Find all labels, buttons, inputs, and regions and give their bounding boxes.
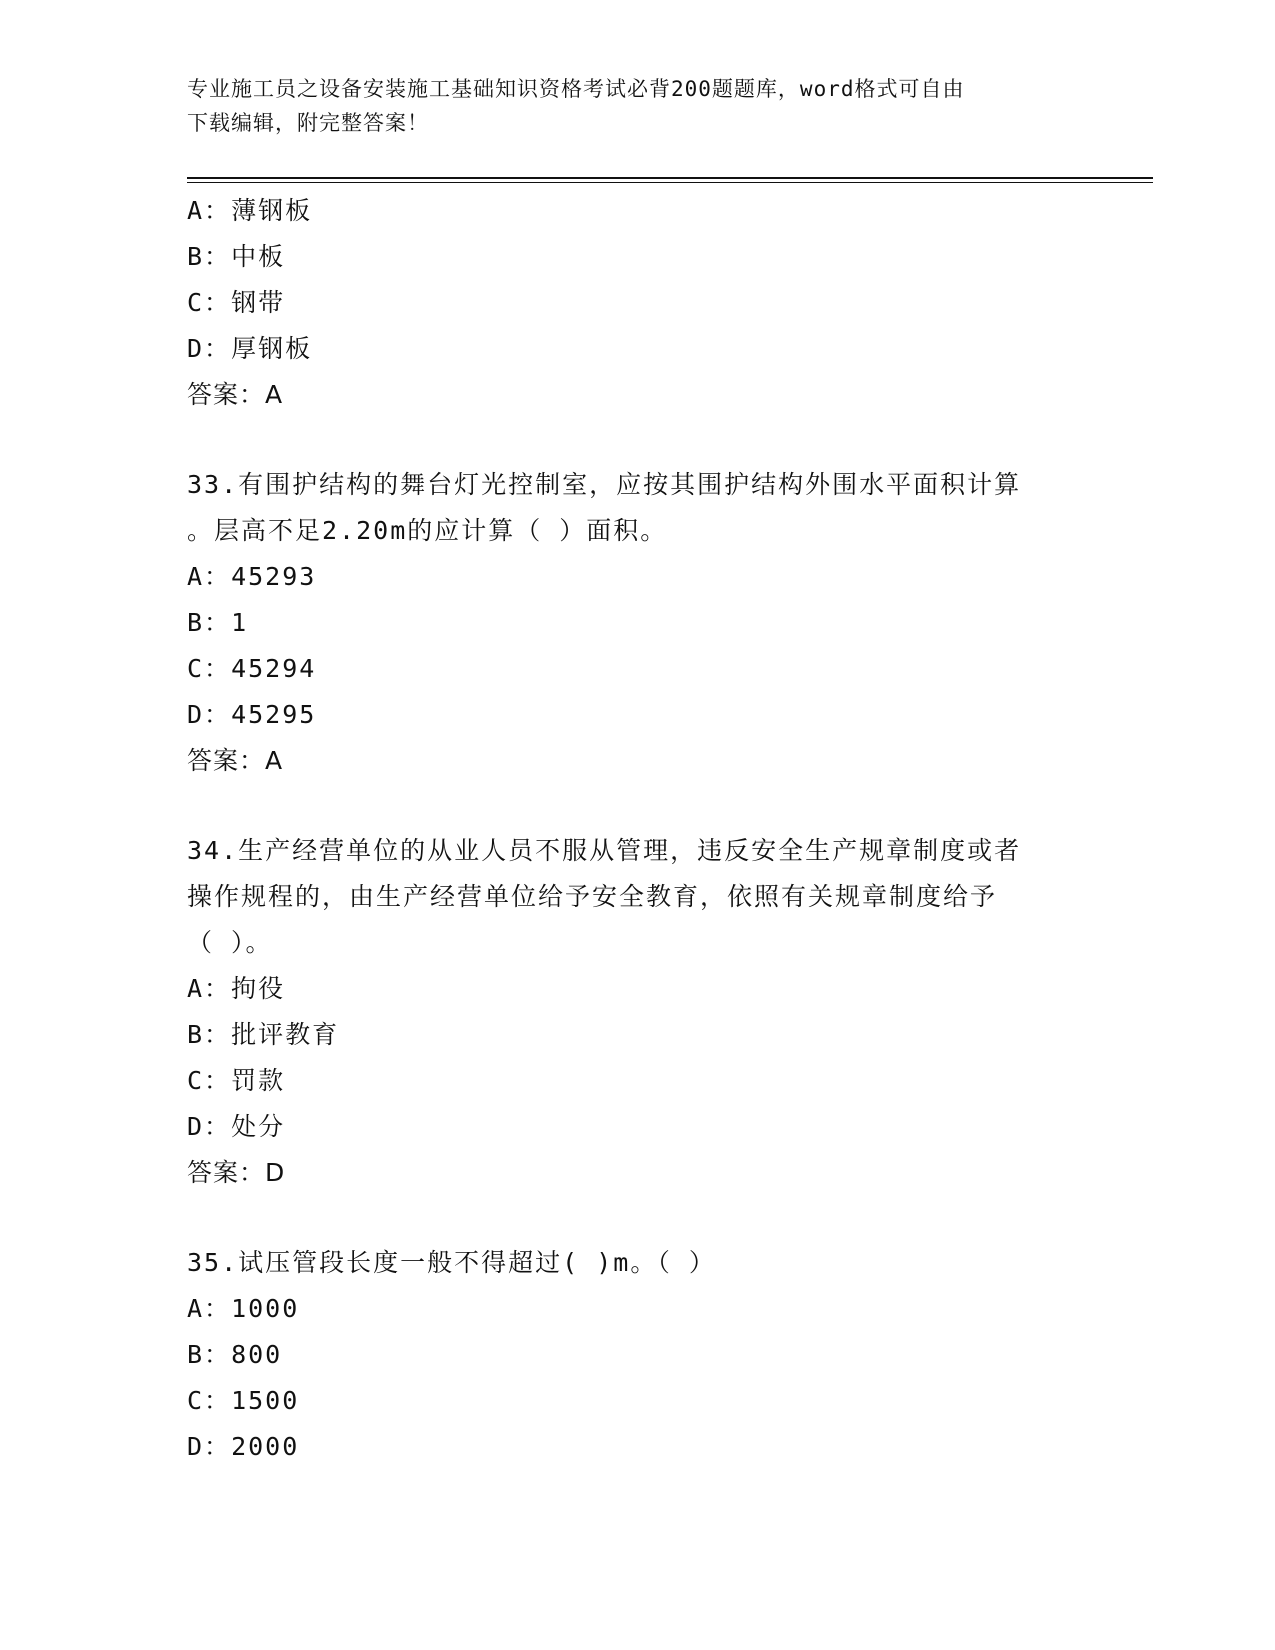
question-stem-line: 34.生产经营单位的从业人员不服从管理，违反安全生产规章制度或者 bbox=[187, 836, 1022, 865]
option-a: A：薄钢板 bbox=[187, 196, 313, 225]
option-b: B：中板 bbox=[187, 242, 286, 271]
question-32 bbox=[187, 188, 1087, 418]
option-d: D：45295 bbox=[187, 700, 317, 729]
header-line-2: 下载编辑，附完整答案！ bbox=[187, 111, 429, 135]
option-a: A：1000 bbox=[187, 1294, 300, 1323]
question-stem-line: 操作规程的，由生产经营单位给予安全教育，依照有关规章制度给予 bbox=[187, 882, 998, 911]
question-35 bbox=[187, 1240, 1087, 1470]
option-c: C：罚款 bbox=[187, 1066, 286, 1095]
question-stem-line: 35.试压管段长度一般不得超过( )m。（ ） bbox=[187, 1248, 716, 1277]
question-stem-line: 。层高不足2.20m的应计算（ ）面积。 bbox=[187, 516, 668, 545]
option-a: A：45293 bbox=[187, 562, 317, 591]
option-b: B：批评教育 bbox=[187, 1020, 340, 1049]
question-34 bbox=[187, 828, 1087, 1196]
option-a: A：拘役 bbox=[187, 974, 286, 1003]
question-33 bbox=[187, 462, 1087, 784]
header-line-1: 专业施工员之设备安装施工基础知识资格考试必背200题题库，word格式可自由 bbox=[187, 77, 965, 101]
option-b: B：1 bbox=[187, 608, 249, 637]
answer-line: 答案：A bbox=[187, 746, 284, 775]
option-c: C：钢带 bbox=[187, 288, 286, 317]
question-list bbox=[187, 188, 1087, 1470]
option-b: B：800 bbox=[187, 1340, 283, 1369]
question-stem-line: 33.有围护结构的舞台灯光控制室，应按其围护结构外围水平面积计算 bbox=[187, 470, 1022, 499]
answer-line: 答案：D bbox=[187, 1158, 286, 1187]
option-d: D：厚钢板 bbox=[187, 334, 313, 363]
answer-line: 答案：A bbox=[187, 380, 284, 409]
option-c: C：1500 bbox=[187, 1386, 300, 1415]
option-d: D：2000 bbox=[187, 1432, 300, 1461]
option-c: C：45294 bbox=[187, 654, 317, 683]
question-stem-line: （ ）。 bbox=[187, 928, 273, 957]
header-divider-thick bbox=[187, 177, 1153, 179]
document-header bbox=[187, 72, 1067, 140]
header-divider-thin bbox=[187, 182, 1153, 183]
option-d: D：处分 bbox=[187, 1112, 286, 1141]
